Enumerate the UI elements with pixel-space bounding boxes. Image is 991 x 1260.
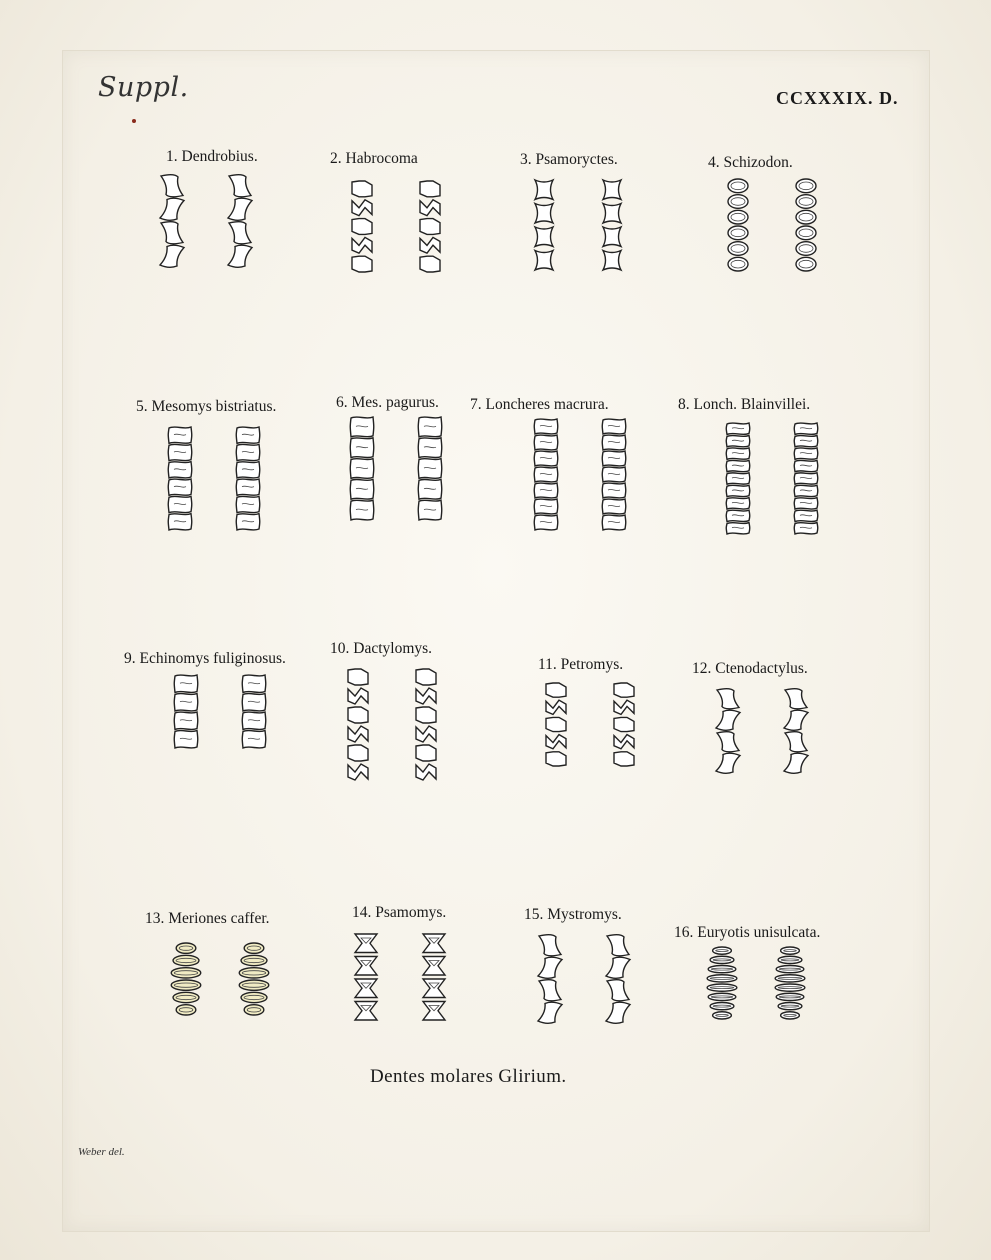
- tooth-row: [171, 943, 201, 1015]
- tooth-row: [716, 689, 740, 774]
- figure-label: 15. Mystromys.: [524, 906, 622, 923]
- tooth-row: [418, 417, 442, 520]
- tooth-row: [423, 934, 445, 1020]
- molar-drawing: [150, 172, 270, 272]
- molar-drawing: [524, 416, 644, 534]
- tooth-row: [726, 423, 750, 534]
- figure-label: 6. Mes. pagurus.: [336, 394, 439, 411]
- tooth-row: [168, 427, 192, 530]
- tooth-row: [236, 427, 260, 530]
- tooth-row: [606, 935, 630, 1024]
- tooth-row: [348, 669, 368, 780]
- ink-dot: [132, 119, 136, 123]
- tooth-row: [728, 179, 748, 271]
- suppl-label: Suppl.: [98, 72, 189, 103]
- tooth-row: [350, 417, 374, 520]
- tooth-row: [775, 947, 805, 1019]
- molar-drawing: [158, 424, 278, 534]
- molar-drawing: [716, 420, 836, 538]
- tooth-row: [416, 669, 436, 780]
- figure-label: 9. Echinomys fuliginosus.: [124, 650, 286, 667]
- molar-drawing: [336, 666, 456, 786]
- molar-drawing: [344, 930, 464, 1026]
- molar-drawing: [716, 176, 836, 276]
- tooth-row: [796, 179, 816, 271]
- figure-label: 10. Dactylomys.: [330, 640, 433, 657]
- figure-label: 14. Psamomys.: [352, 904, 447, 921]
- tooth-row: [355, 934, 377, 1020]
- tooth-row: [546, 683, 566, 766]
- tooth-row: [784, 689, 808, 774]
- molar-drawing: [522, 176, 642, 276]
- figure-label: 13. Meriones caffer.: [145, 910, 270, 927]
- artist-credit: Weber del.: [78, 1146, 125, 1158]
- molar-drawing: [706, 686, 826, 778]
- molar-drawing: [340, 414, 460, 524]
- tooth-row: [534, 419, 558, 530]
- figure-label: 3. Psamoryctes.: [520, 151, 618, 168]
- tooth-row: [794, 423, 818, 534]
- tooth-row: [239, 943, 269, 1015]
- figure-label: 5. Mesomys bistriatus.: [136, 398, 277, 415]
- figure-label: 7. Loncheres macrura.: [470, 396, 609, 413]
- figure-label: 16. Euryotis unisulcata.: [674, 924, 821, 941]
- tooth-row: [602, 419, 626, 530]
- molar-drawing: [534, 680, 654, 772]
- tooth-row: [242, 675, 266, 748]
- figure-label: 8. Lonch. Blainvillei.: [678, 396, 811, 413]
- plate-title: Dentes molares Glirium.: [370, 1066, 567, 1087]
- molar-drawing: [340, 178, 460, 278]
- figure-label: 11. Petromys.: [538, 656, 624, 673]
- tooth-row: [352, 181, 372, 272]
- tooth-row: [228, 175, 252, 268]
- tooth-row: [174, 675, 198, 748]
- figure-label: 1. Dendrobius.: [166, 148, 258, 165]
- tooth-row: [160, 175, 184, 268]
- molar-drawing: [528, 932, 648, 1028]
- plate-number: CCXXXIX. D.: [776, 88, 899, 108]
- molar-drawing: [700, 944, 830, 1024]
- tooth-row: [538, 935, 562, 1024]
- molar-drawing: [164, 940, 284, 1020]
- tooth-row: [614, 683, 634, 766]
- tooth-row: [420, 181, 440, 272]
- figure-label: 12. Ctenodactylus.: [692, 660, 808, 677]
- tooth-row: [603, 180, 621, 270]
- tooth-row: [707, 947, 737, 1019]
- molar-drawing: [164, 672, 284, 752]
- figure-label: 2. Habrocoma: [330, 150, 418, 167]
- tooth-row: [535, 180, 553, 270]
- figure-label: 4. Schizodon.: [708, 154, 793, 171]
